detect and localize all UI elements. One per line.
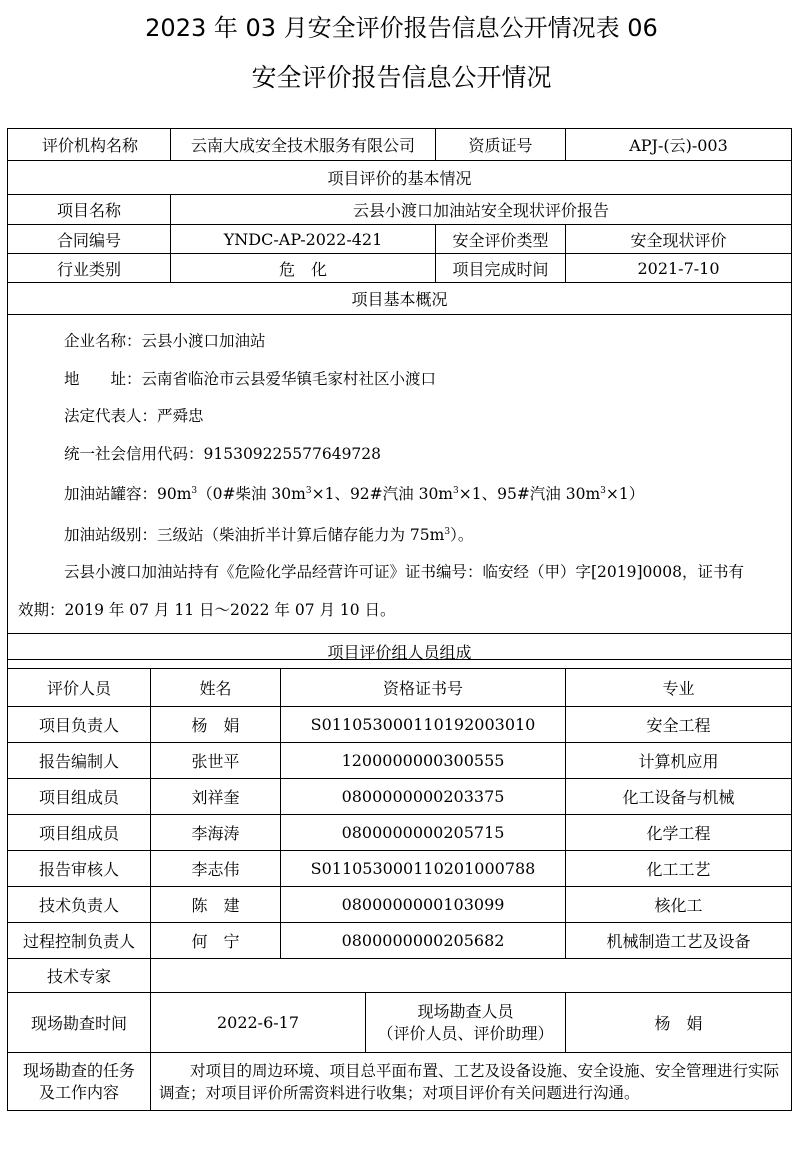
col-name: 姓名 <box>151 669 281 707</box>
org-row <box>8 129 792 161</box>
table-row: 项目负责人 杨 娟 S011053000110192003010 安全工程 <box>8 707 792 743</box>
cert-label: 资质证号 <box>436 129 566 161</box>
site-task-label: 现场勘查的任务 及工作内容 <box>8 1053 151 1111</box>
credit-line: 统一社会信用代码：915309225577649728 <box>64 444 382 463</box>
team-table <box>7 633 792 1111</box>
cert-value: APJ-(云)-003 <box>566 129 792 161</box>
expert-label: 技术专家 <box>8 959 151 993</box>
license-line-2: 效期：2019 年 07 月 11 日～2022 年 07 月 10 日。 <box>18 600 396 619</box>
contract-label: 合同编号 <box>8 225 171 254</box>
overview-body <box>8 315 792 660</box>
basic-header: 项目评价的基本情况 <box>8 161 792 195</box>
expert-row <box>8 959 792 993</box>
col-major: 专业 <box>566 669 792 707</box>
table-row: 项目组成员 刘祥奎 0800000000203375 化工设备与机械 <box>8 779 792 815</box>
level-line: 加油站级别：三级站（柴油折半计算后储存能力为 $75m^3$）。 <box>64 525 474 544</box>
industry-value: 危 化 <box>171 254 436 283</box>
table-row: 过程控制负责人 何 宁 0800000000205682 机械制造工艺及设备 <box>8 923 792 959</box>
table-row: 报告编制人 张世平 1200000000300555 计算机应用 <box>8 743 792 779</box>
project-name-label: 项目名称 <box>8 195 171 225</box>
industry-label: 行业类别 <box>8 254 171 283</box>
tank-line: 加油站罐容：$90m^3(0\#$柴油 $30m^3\times 1$、92#汽油 $30m^3\times 1$、95#汽油 $30m^3\times 1$） <box>64 485 645 504</box>
org-label: 评价机构名称 <box>8 129 171 161</box>
page-subtitle: 安全评价报告信息公开情况 <box>251 63 552 92</box>
site-time-value: 2022-6-17 <box>151 993 366 1053</box>
site-time-label: 现场勘查时间 <box>8 993 151 1053</box>
site-row <box>8 993 792 1053</box>
overview-header: 项目基本概况 <box>8 283 792 315</box>
col-role: 评价人员 <box>8 669 151 707</box>
team-header: 项目评价组人员组成 <box>8 634 792 669</box>
license-line-1: 云县小渡口加油站持有《危险化学品经营许可证》证书编号：临安经（甲）字[2019]0008，证书有 <box>64 563 744 582</box>
site-staff-label: 现场勘查人员 （评价人员、评价助理） <box>366 993 566 1053</box>
site-task-value: 对项目的周边环境、项目总平面布置、工艺及设备设施、安全设施、安全管理进行实际调查；对项目评价所需资料进行收集；对项目评价有关问题进行沟通。 <box>151 1053 792 1111</box>
finish-value: 2021-7-10 <box>566 254 792 283</box>
eval-type-value: 安全现状评价 <box>566 225 792 254</box>
company-line: 企业名称：云县小渡口加油站 <box>64 332 266 350</box>
legal-line: 法定代表人：严舜忠 <box>64 407 204 425</box>
task-row <box>8 1053 792 1111</box>
table-row: 报告审核人 李志伟 S011053000110201000788 化工工艺 <box>8 851 792 887</box>
page-title: 2023 年 03 月安全评价报告信息公开情况表 06 <box>145 14 658 42</box>
col-cert: 资格证书号 <box>281 669 566 707</box>
contract-value: YNDC-AP-2022-421 <box>171 225 436 254</box>
team-columns <box>8 669 792 707</box>
site-staff-value: 杨 娟 <box>566 993 792 1053</box>
project-name-value: 云县小渡口加油站安全现状评价报告 <box>171 195 792 225</box>
table-row: 技术负责人 陈 建 0800000000103099 核化工 <box>8 887 792 923</box>
eval-type-label: 安全评价类型 <box>436 225 566 254</box>
org-value: 云南大成安全技术服务有限公司 <box>171 129 436 161</box>
table-row: 项目组成员 李海涛 0800000000205715 化学工程 <box>8 815 792 851</box>
finish-label: 项目完成时间 <box>436 254 566 283</box>
address-line: 地 址：云南省临沧市云县爱华镇毛家村社区小渡口 <box>64 369 437 388</box>
info-table <box>7 128 792 660</box>
expert-value <box>151 959 792 993</box>
